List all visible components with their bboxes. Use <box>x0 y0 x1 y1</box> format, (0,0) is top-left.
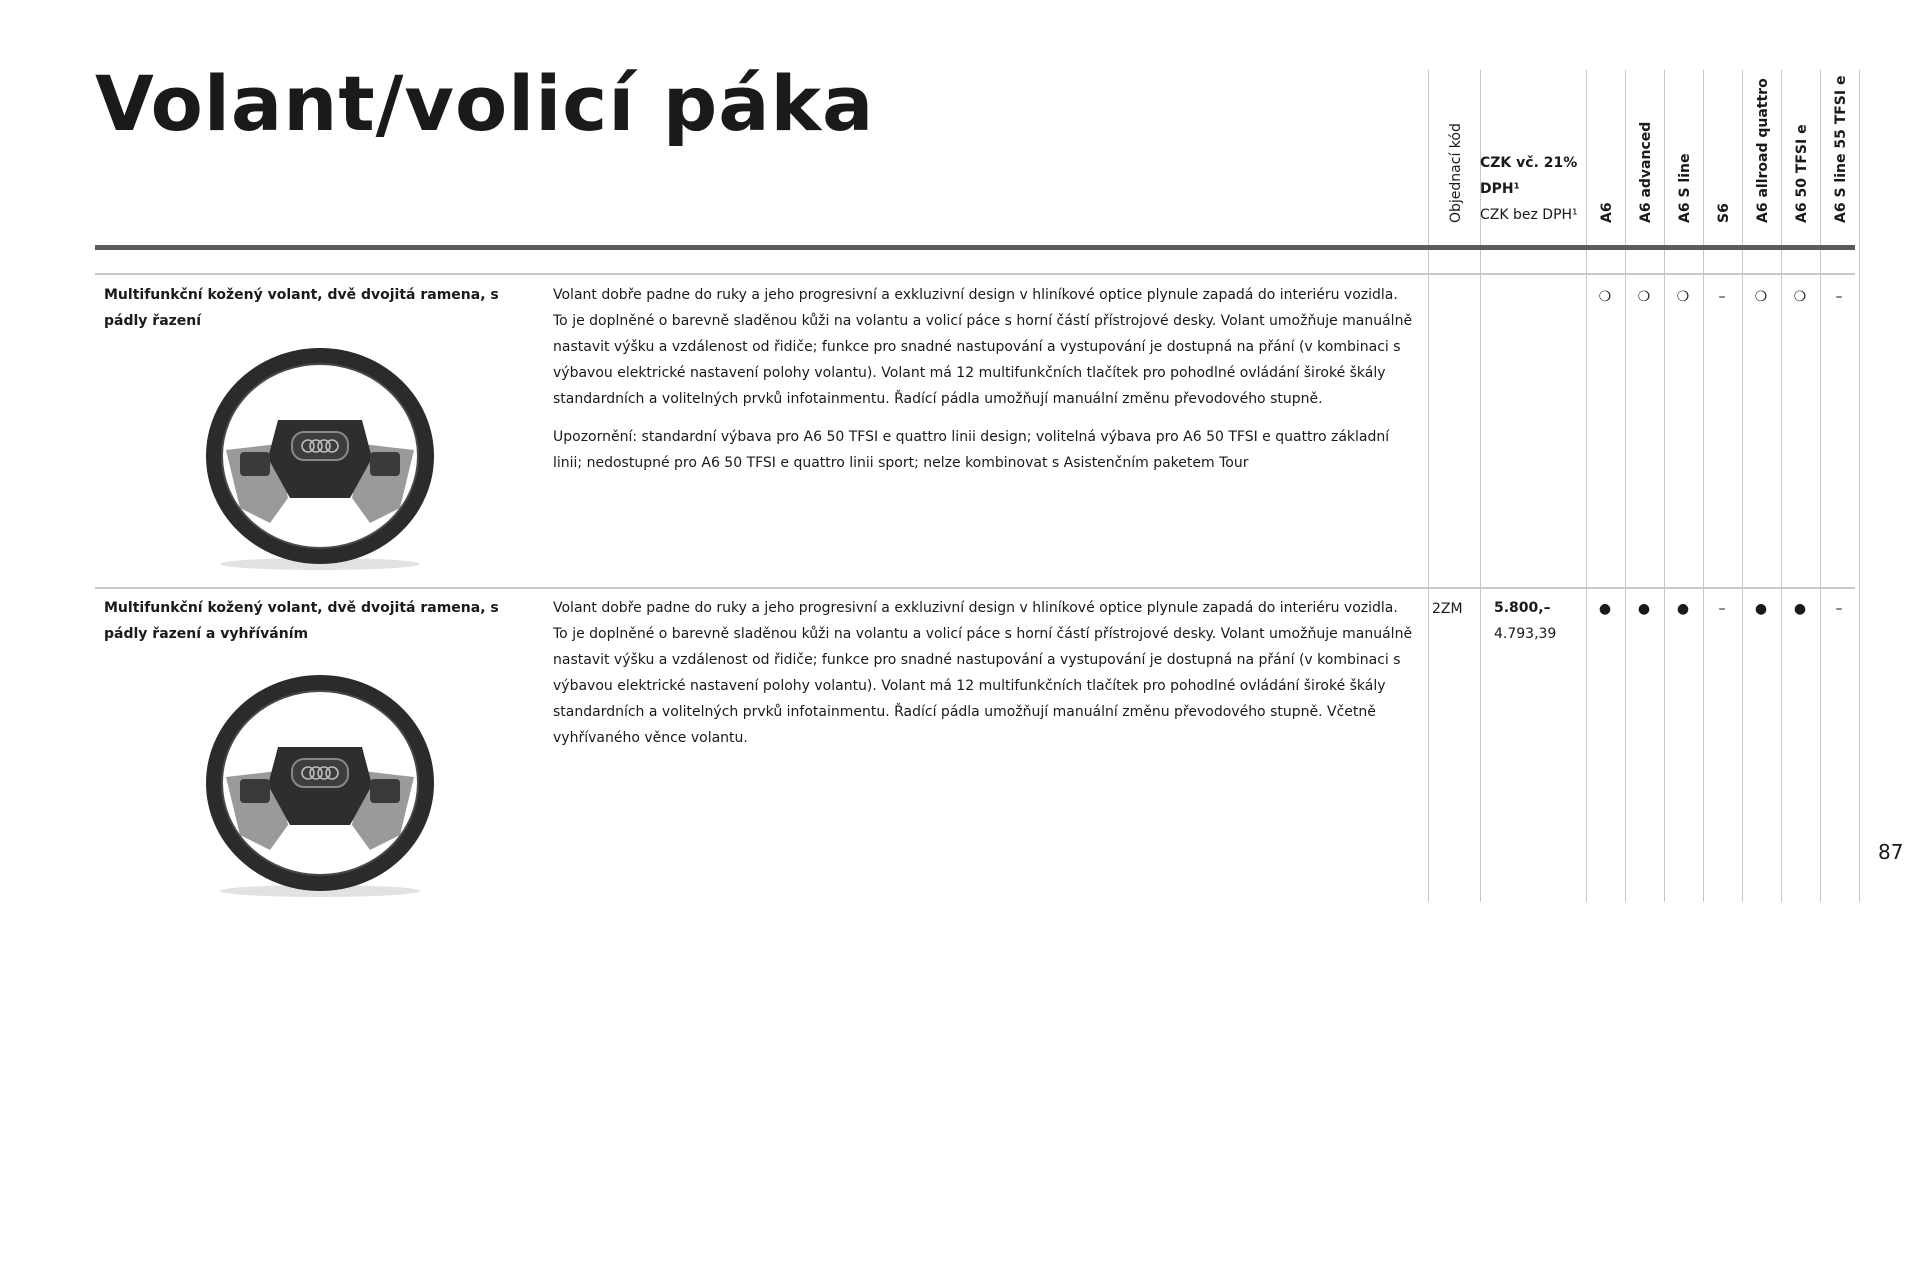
header-model-label: A6 S line 55 TFSI e <box>1833 75 1849 223</box>
header-model-a6-advanced <box>1634 70 1664 245</box>
header-price-vat-line2: DPH¹ <box>1480 181 1520 197</box>
steering-wheel-image <box>200 348 440 573</box>
row-2-description-text: Volant dobře padne do ruky a jeho progresivní a exkluzivní design v hliníkové optice plynule zapadá do interiéru vozidla. To je doplněné o barevně sladěnou kůži na volantu a volicí páce s horní částí přístrojové desky. Volant umožňuje manuálně nastavit výšku a vzdálenost od řidiče; funkce pro snadné nastupování a vystupování je dostupná na přání (v kombinaci s výbavou elektrické nastavení polohy volantu). Volant má 12 multifunkčních tlačítek pro pohodlné ovládání široké škály standardních a volitelných prvků infotainmentu. Řadící pádla umožňují manuální změnu převodového stupně. Včetně vyhřívaného věnce volantu. <box>553 600 1413 746</box>
header-model-a6-s-line <box>1673 70 1703 245</box>
row-2-price <box>1494 595 1556 647</box>
header-model-a6-allroad <box>1751 70 1781 245</box>
header-model-label: A6 allroad quattro <box>1755 78 1771 223</box>
header-model-a6 <box>1595 70 1625 245</box>
row-1-note: Upozornění: standardní výbava pro A6 50 TFSI e quattro linii design; volitelná výbava pro A6 50 TFSI e quattro základní linii; nedostupné pro A6 50 TFSI e quattro linii sport; nelze kombinovat s Asistenčním paketem Tour <box>553 429 1390 471</box>
row-2-mark-a6-advanced: ● <box>1637 601 1651 617</box>
row-1-name: Multifunkční kožený volant, dvě dvojitá ramena, s pádly řazení <box>104 287 499 329</box>
row-1-mark-a6-allroad: ❍ <box>1754 289 1768 305</box>
row-1-mark-a6-advanced: ❍ <box>1637 289 1651 305</box>
header-order-code-label: Objednací kód <box>1448 123 1464 223</box>
column-divider <box>1428 70 1429 902</box>
header-model-label: A6 S line <box>1677 153 1693 223</box>
column-divider <box>1820 70 1821 902</box>
column-divider <box>1703 70 1704 902</box>
header-order-code <box>1440 70 1470 245</box>
table-top-rule <box>95 273 1855 275</box>
column-divider <box>1781 70 1782 902</box>
row-divider <box>95 587 1855 589</box>
row-2-order-code: 2ZM <box>1432 601 1463 617</box>
header-price <box>1480 150 1590 228</box>
row-1-mark-s6: – <box>1718 289 1726 305</box>
row-2-description <box>553 595 1415 763</box>
page-title: Volant/volicí páka <box>95 59 875 148</box>
header-model-s6 <box>1712 70 1742 245</box>
header-model-label: A6 50 TFSI e <box>1794 124 1810 223</box>
row-1-mark-a6-50-tfsi-e: ❍ <box>1793 289 1807 305</box>
row-2-mark-a6-50-tfsi-e: ● <box>1793 601 1807 617</box>
header-model-a6-s-line-55 <box>1829 70 1859 245</box>
row-2-mark-a6-s-line: ● <box>1676 601 1690 617</box>
header-model-a6-50-tfsi-e <box>1790 70 1820 245</box>
column-divider <box>1742 70 1743 902</box>
column-divider <box>1625 70 1626 902</box>
row-1-mark-a6: ❍ <box>1598 289 1612 305</box>
column-divider <box>1664 70 1665 902</box>
row-2-mark-a6: ● <box>1598 601 1612 617</box>
row-2-price-no-vat: 4.793,39 <box>1494 626 1557 642</box>
header-model-label: S6 <box>1716 203 1732 223</box>
row-1-description-text: Volant dobře padne do ruky a jeho progresivní a exkluzivní design v hliníkové optice plynule zapadá do interiéru vozidla. To je doplněné o barevně sladěnou kůži na volantu a volicí páce s horní částí přístrojové desky. Volant umožňuje manuálně nastavit výšku a vzdálenost od řidiče; funkce pro snadné nastupování a vystupování je dostupná na přání (v kombinaci s výbavou elektrické nastavení polohy volantu). Volant má 12 multifunkčních tlačítek pro pohodlné ovládání široké škály standardních a volitelných prvků infotainmentu. Řadící pádla umožňují manuální změnu převodového stupně. <box>553 287 1413 407</box>
row-2-mark-a6-allroad: ● <box>1754 601 1768 617</box>
header-model-label: A6 advanced <box>1638 121 1654 223</box>
row-1-mark-a6-s-line-55: – <box>1835 289 1843 305</box>
steering-wheel-image <box>200 675 440 900</box>
header-model-label: A6 <box>1599 202 1615 223</box>
row-2-price-vat: 5.800,– <box>1494 600 1551 616</box>
header-rule <box>95 245 1855 250</box>
row-1-description <box>553 282 1415 488</box>
row-1-mark-a6-s-line: ❍ <box>1676 289 1690 305</box>
row-2-mark-s6: – <box>1718 601 1726 617</box>
page-number: 87 <box>1878 840 1904 864</box>
header-price-no-vat: CZK bez DPH¹ <box>1480 207 1578 223</box>
row-2-mark-a6-s-line-55: – <box>1835 601 1843 617</box>
header-price-vat: CZK vč. 21% <box>1480 155 1578 171</box>
row-2-name: Multifunkční kožený volant, dvě dvojitá ramena, s pádly řazení a vyhříváním <box>104 600 499 642</box>
column-divider <box>1859 70 1860 902</box>
